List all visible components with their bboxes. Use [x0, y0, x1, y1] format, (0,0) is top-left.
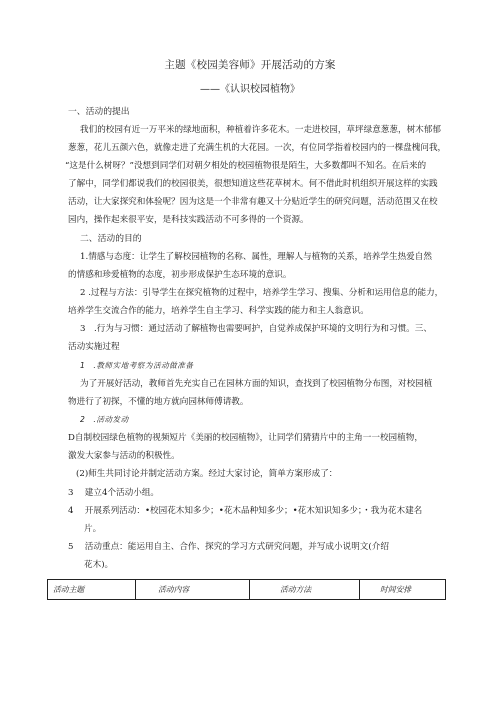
paragraph-line: (2)师生共同讨论并制定活动方案。经过大家讨论，简单方案形成了： [76, 469, 338, 479]
list-item-continuation: 花木)。 [84, 560, 114, 570]
paragraph-line: 培养学生交流合作的能力，培养学生自主学习、科学实践的能力和主人翁意识。 [68, 306, 369, 316]
subheading-teacher-prep: 1 .教师实地考察为活动做准备 [80, 361, 194, 370]
list-item: 4 开展系列活动：•校园花木知多少；•花木品种知多少；•花木知识知多少；・我为花木建名 [68, 506, 423, 516]
list-item-continuation: 片。 [84, 524, 102, 534]
paragraph-line: 的情感和珍爱植物的态度，初步形成保护生态环境的意识。 [68, 270, 292, 280]
paragraph-line: 为了开展好活动，教师首先充实自己在园林方面的知识，查找到了校园植物分布图，对校园植 [80, 379, 433, 389]
paragraph-line: 3 .行为与习惯：通过活动了解植物也需要呵护，自觉养成保护环境的文明行为和习惯。三、 [80, 324, 432, 334]
paragraph-line: 园内，操作起来很平安，是科技实践活动不可多得的一个资源。 [68, 215, 309, 225]
paragraph-line: 我们的校园有近一万平米的绿地面积，种植着许多花木。一走进校园，草坪绿意葱葱，树木郁郁 [80, 125, 441, 135]
section-heading-2: 二、活动的目的 [80, 234, 142, 244]
list-item: 3 建立4个活动小组。 [68, 488, 160, 498]
paragraph-line: 1.情感与态度：让学生了解校园植物的名称、属性，理解人与植物的关系，培养学生热爱自然 [80, 252, 432, 262]
subheading-activity-launch: 2 .活动发动 [80, 415, 129, 424]
table-header-cell: 活动主题 [48, 580, 136, 599]
table-header-cell: 活动内容 [136, 580, 250, 599]
table-header-cell: 时间安排 [380, 585, 412, 594]
list-item: 5 活动重点：能运用自主、合作、探究的学习方式研究问题，并写成小说明文(介绍 [68, 542, 389, 552]
paragraph-line: 物进行了初探，不懂的地方就向园林师傅请教。 [68, 397, 249, 407]
paragraph-line: 2 .过程与方法：引导学生在探究植物的过程中，培养学生学习、搜集、分析和运用信息的能力， [80, 288, 444, 298]
document-subtitle: ——《认识校园植物》 [200, 84, 300, 95]
paragraph-line: 了解中，同学们都说我们的校园很美，很想知道这些花草树木。何不借此时机组织开展这样的实践 [68, 179, 438, 189]
paragraph-line: 葱葱，花儿五颜六色，就像走进了充满生机的大花园。一次，有位同学指着校园内的一棵盘槐问我， [68, 143, 447, 153]
paragraph-line: 活动，让大家探究和体验呢？因为这是一个非常有趣又十分贴近学生的研究问题，活动范围又在校 [68, 197, 438, 207]
paragraph-line: “这是什么树呀？”没想到同学们对朝夕相处的校园植物很是陌生，大多数都叫不知名。在后来的 [65, 161, 427, 171]
paragraph-line: D自制校园绿色植物的视频短片《美丽的校园植物》，让同学们猜猜片中的主角一一校园植物， [68, 433, 423, 443]
section-heading-1: 一、活动的提出 [68, 107, 130, 117]
paragraph-line: 激发大家参与活动的积极性。 [68, 451, 180, 461]
document-title: 主题《校园美容师》开展活动的方案 [164, 59, 336, 71]
section-heading-3: 活动实施过程 [68, 342, 120, 352]
table-header-cell: 活动方法 [250, 580, 360, 599]
activity-table-header [47, 579, 446, 600]
